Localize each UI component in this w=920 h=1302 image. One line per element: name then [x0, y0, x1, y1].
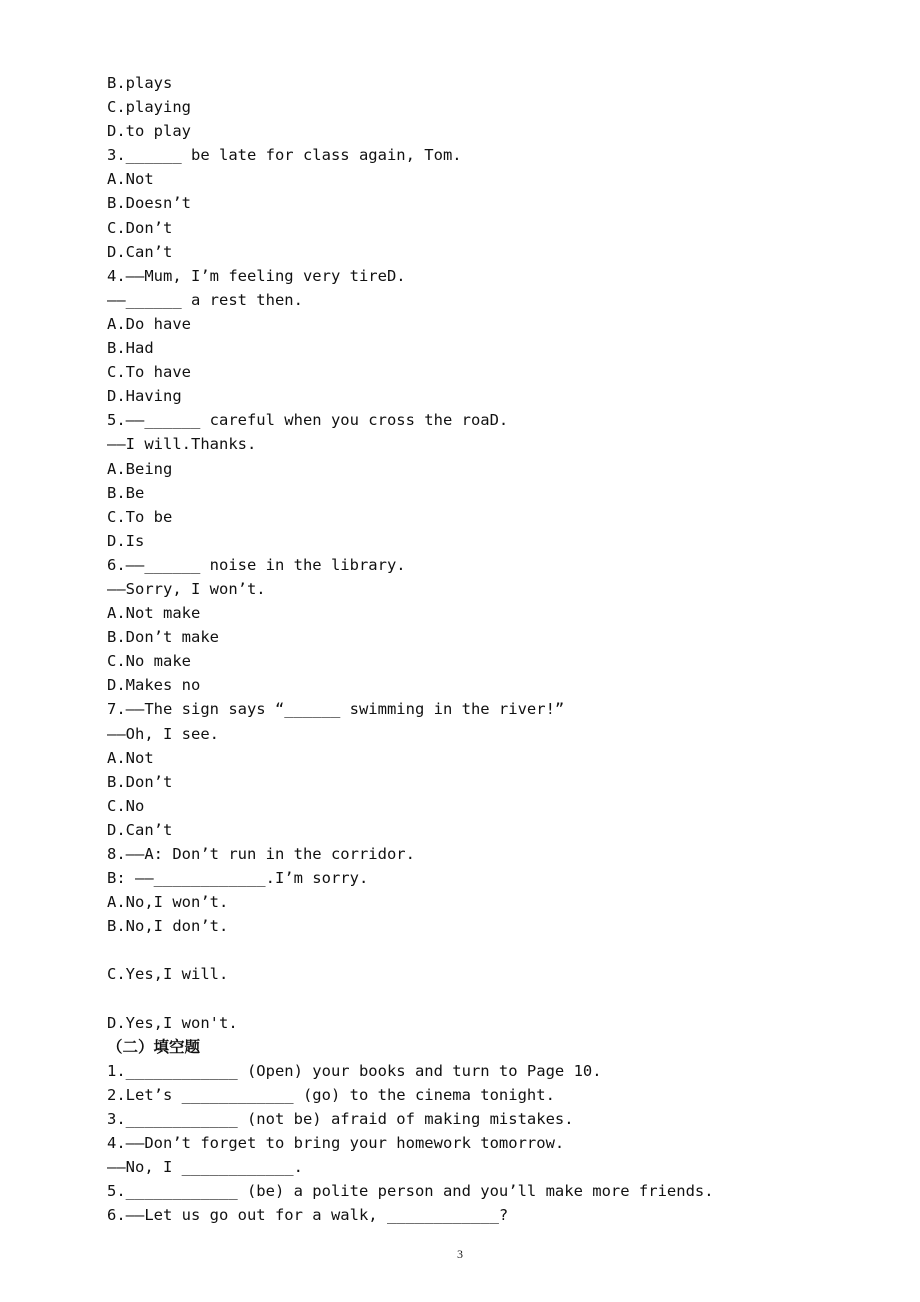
blank-gap [107, 938, 827, 962]
dialogue-line: B: ——____________.I’m sorry. [107, 869, 369, 888]
fill-question-4: 4.——Don’t forget to bring your homework tomorrow. [107, 1134, 565, 1153]
option-line: C.To be [107, 507, 173, 526]
option-line: D.Is [107, 531, 145, 550]
option-line: C.To have [107, 363, 191, 382]
option-line: C.No [107, 796, 145, 815]
option-line: B.Don’t make [107, 628, 219, 647]
option-line: C.playing [107, 98, 191, 117]
option-line: D.Can’t [107, 242, 173, 261]
option-line: B.No,I don’t. [107, 917, 229, 936]
option-line: A.Being [107, 459, 173, 478]
question-5: 5.——______ careful when you cross the roaD. [107, 411, 509, 430]
option-line: C.No make [107, 652, 191, 671]
fill-question-1: 1.____________ (Open) your books and turn to Page 10. [107, 1061, 602, 1080]
fill-question-5: 5.____________ (be) a polite person and you’ll make more friends. [107, 1182, 714, 1201]
option-line: D.Can’t [107, 820, 173, 839]
option-line: D.to play [107, 122, 191, 141]
option-line: A.Not [107, 170, 154, 189]
dialogue-line: ——Sorry, I won’t. [107, 579, 266, 598]
option-line: B.Be [107, 483, 145, 502]
page-content [107, 71, 827, 1228]
fill-question-6: 6.——Let us go out for a walk, ____________? [107, 1206, 509, 1225]
question-3: 3.______ be late for class again, Tom. [107, 146, 462, 165]
option-line: A.Do have [107, 314, 191, 333]
page-number: 3 [457, 1247, 463, 1261]
fill-question-2: 2.Let’s ____________ (go) to the cinema tonight. [107, 1085, 555, 1104]
question-6: 6.——______ noise in the library. [107, 555, 406, 574]
section-heading: （二）填空题 [107, 1037, 201, 1056]
fill-question-3: 3.____________ (not be) afraid of making mistakes. [107, 1110, 574, 1129]
option-line: B.plays [107, 74, 173, 92]
question-8: 8.——A: Don’t run in the corridor. [107, 845, 415, 863]
option-line: A.Not [107, 748, 154, 767]
option-line: B.Had [107, 339, 154, 358]
option-line: D.Makes no [107, 676, 201, 695]
option-line: D.Yes,I won't. [107, 1013, 238, 1032]
dialogue-line: ——No, I ____________. [107, 1158, 303, 1177]
question-4: 4.——Mum, I’m feeling very tireD. [107, 266, 406, 285]
dialogue-line: ——______ a rest then. [107, 290, 303, 309]
dialogue-line: ——Oh, I see. [107, 724, 219, 743]
option-line: D.Having [107, 387, 182, 406]
option-line: C.Don’t [107, 218, 173, 237]
blank-gap [107, 987, 827, 1011]
option-line: B.Don’t [107, 772, 173, 791]
dialogue-line: ——I will.Thanks. [107, 435, 257, 454]
option-line: A.No,I won’t. [107, 893, 229, 912]
option-line: C.Yes,I will. [107, 965, 229, 984]
option-line: B.Doesn’t [107, 194, 191, 213]
question-7: 7.——The sign says “______ swimming in the river!” [107, 700, 565, 719]
option-line: A.Not make [107, 604, 201, 623]
